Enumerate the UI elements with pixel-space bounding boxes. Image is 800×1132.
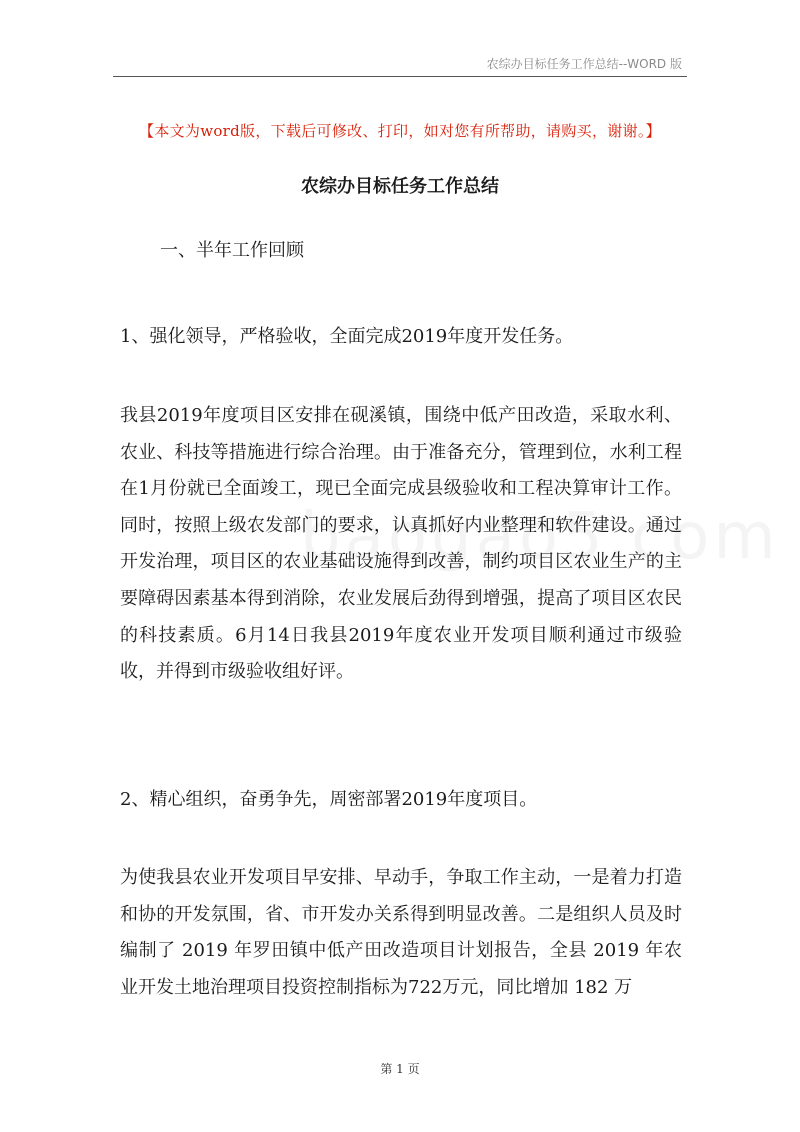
purchase-notice: 【本文为word版，下载后可修改、打印，如对您有所帮助，请购买，谢谢。】	[139, 122, 661, 140]
subheading-2: 2、精心组织，奋勇争先，周密部署2019年度项目。	[120, 789, 538, 810]
paragraph-1: 我县2019年度项目区安排在砚溪镇，围绕中低产田改造，采取水利、农业、科技等措施进行综合治理。由于准备充分，管理到位，水利工程在1月份就已全面竣工，现已全面完成县级验收和工程决算审计工作。同时，按照上级农发部门的要求，认真抓好内业整理和软件建设。通过开发治理，项目区的农业基础设施得到改善，制约项目区农业生产的主要障碍因素基本得到消除，农业发展后劲得到增强，提高了项目区农民的科技素质。6月14日我县2019年度农业开发项目顺利通过市级验收，并得到市级验收组好评。	[120, 405, 682, 683]
subheading-1: 1、强化领导，严格验收，全面完成2019年度开发任务。	[120, 326, 574, 347]
page-number: 第 1 页	[380, 1062, 420, 1076]
running-header: 农综办目标任务工作总结--WORD 版	[486, 57, 682, 71]
header-divider	[113, 76, 687, 77]
document-title: 农综办目标任务工作总结	[301, 176, 499, 197]
paragraph-2: 为使我县农业开发项目早安排、早动手，争取工作主动，一是着力打造和协的开发氛围，省、市开发办关系得到明显改善。二是组织人员及时编制了 2019 年罗田镇中低产田改造项目计划报告，全县 2019 年农业开发土地治理项目投资控制指标为722万元，同比增加 182 万	[120, 867, 682, 998]
section-heading: 一、半年工作回顾	[160, 240, 304, 261]
